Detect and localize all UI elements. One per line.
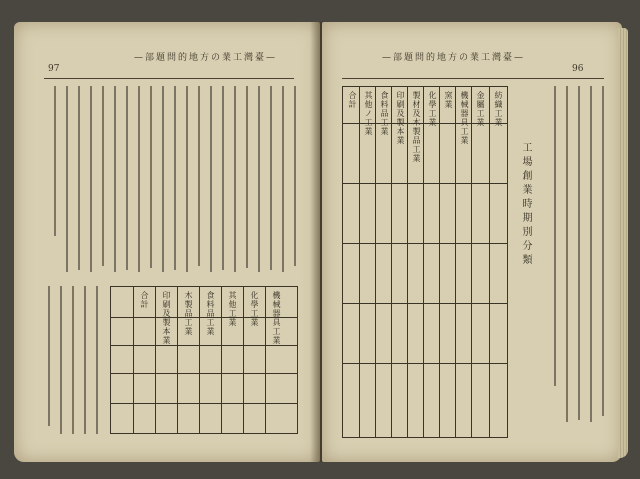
right-col-1: 金屬工業 xyxy=(476,91,485,127)
left-col-3: 食料品工業 xyxy=(206,291,215,336)
right-col-7: 食料品工業 xyxy=(380,91,389,136)
right-table-title: 工場創業時期別分類 xyxy=(520,142,531,268)
right-col-2: 機械器具工業 xyxy=(460,91,469,145)
open-book xyxy=(14,22,622,462)
right-page xyxy=(322,22,622,462)
right-col-4: 化學工業 xyxy=(428,91,437,127)
right-col-8: 其他ノ工業 xyxy=(364,91,373,136)
right-header-rule xyxy=(342,78,604,79)
left-running-head: —部題問的地方の業工灣臺— xyxy=(134,53,278,63)
right-col-9: 合計 xyxy=(348,91,357,109)
left-header-rule xyxy=(44,78,294,79)
right-col-6: 印刷及製本業 xyxy=(396,91,405,145)
left-col-0: 機械器具工業 xyxy=(272,291,281,345)
right-running-head: —部題問的地方の業工灣臺— xyxy=(382,53,526,63)
page-edges xyxy=(618,28,628,458)
right-col-0: 紡織工業 xyxy=(494,91,503,127)
right-body-text xyxy=(532,86,606,436)
left-table xyxy=(110,286,298,434)
left-page-number: 97 xyxy=(48,64,60,74)
left-col-1: 化學工業 xyxy=(250,291,259,327)
left-page xyxy=(14,22,320,462)
left-col-6: 合計 xyxy=(140,291,149,309)
left-col-4: 木製品工業 xyxy=(184,291,193,336)
right-col-3: 窯業 xyxy=(444,91,453,109)
right-table xyxy=(342,86,508,438)
left-col-5: 印刷及製本業 xyxy=(162,291,171,345)
right-page-number: 96 xyxy=(572,64,584,74)
right-col-5: 製材及木製品工業 xyxy=(412,91,421,163)
left-body-text-lower xyxy=(44,286,104,436)
left-body-text xyxy=(44,86,296,276)
left-col-2: 其他工業 xyxy=(228,291,237,327)
